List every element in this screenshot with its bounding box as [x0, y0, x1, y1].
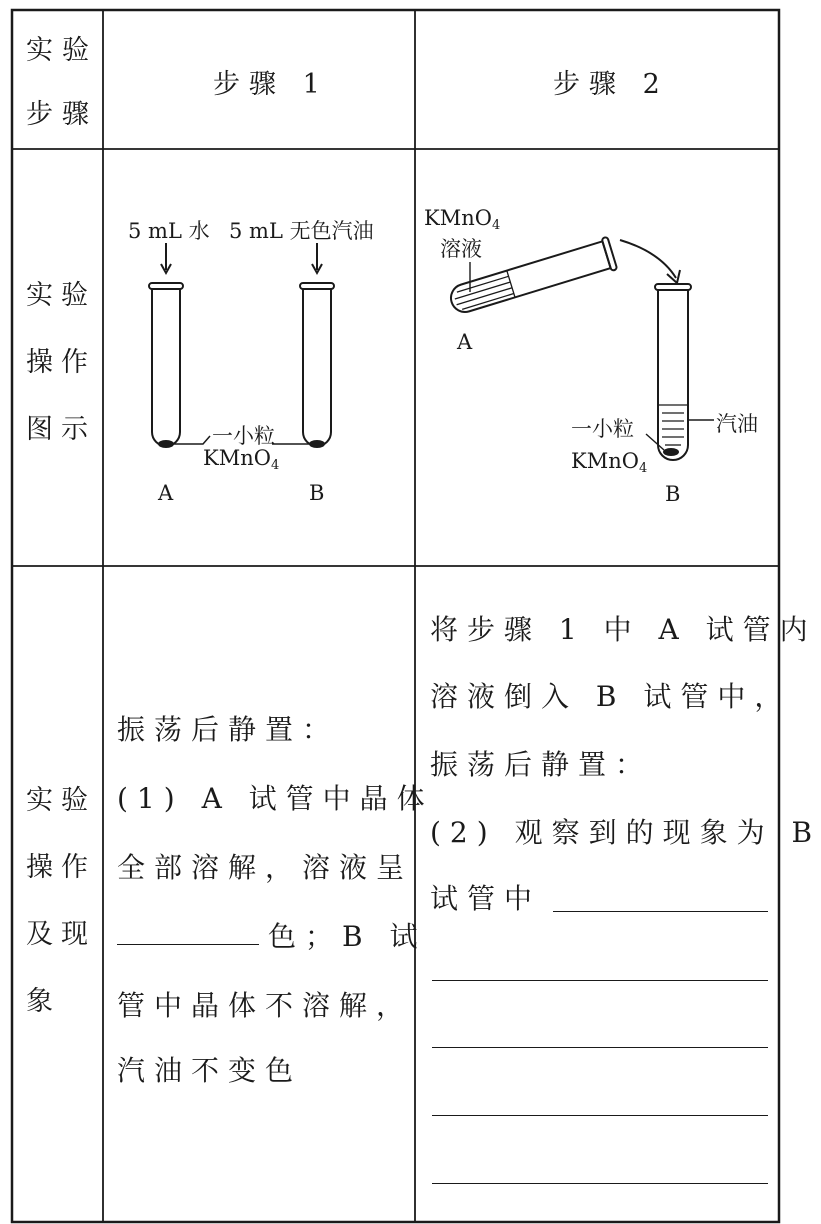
- tube2-b-rim: [655, 284, 691, 290]
- step1-crystal-label-1: 一小粒: [212, 424, 275, 448]
- step2-crystal-leader: [646, 434, 664, 450]
- header-step-2: 步骤 2: [553, 69, 669, 100]
- step2-text-line-1: 将步骤 1 中 A 试管内: [430, 613, 817, 646]
- solution-label-1: KMnO$_4$: [424, 206, 501, 233]
- step1-text-line-4: 色；B 试: [268, 920, 427, 953]
- gasoline-label: 汽油: [716, 412, 758, 436]
- step2-text-line-3: 振荡后静置：: [430, 748, 653, 781]
- step1-crystal-label-2: KMnO$_4$: [203, 446, 280, 473]
- step2-tube-b-letter: B: [665, 482, 681, 506]
- diagram-label-line-1: 实验: [26, 280, 96, 311]
- tube-b-reagent-label: 5 mL 无色汽油: [229, 219, 374, 243]
- diagram-label-line-3: 图示: [26, 414, 96, 445]
- answer-line[interactable]: [432, 1115, 768, 1116]
- phenomena-label-line-2: 操作: [26, 852, 96, 883]
- phenomena-label-line-1: 实验: [26, 785, 96, 816]
- step2-tube-a-letter: A: [457, 330, 473, 354]
- crystal-in-tube2-b: [663, 448, 679, 456]
- color-answer-blank[interactable]: [117, 944, 259, 945]
- answer-line[interactable]: [432, 980, 768, 981]
- tube2-b-body: [658, 290, 688, 460]
- step2-crystal-label-1: 一小粒: [571, 417, 634, 441]
- header-label-line-1: 实验: [26, 35, 98, 66]
- phenomena-label-line-4: 象: [26, 986, 61, 1017]
- step2-text-line-2: 溶液倒入 B 试管中，: [430, 680, 792, 713]
- solution-label-2: 溶液: [440, 237, 482, 261]
- phenomena-label-line-3: 及现: [26, 919, 96, 950]
- gasoline-lines: [658, 405, 688, 445]
- header-step-1: 步骤 1: [213, 69, 329, 100]
- pour-arrow: [620, 240, 676, 278]
- step1-text-line-6: 汽油不变色: [117, 1054, 303, 1087]
- step2-crystal-label-2: KMnO$_4$: [571, 449, 648, 476]
- step2-text-line-4: (2) 观察到的现象为 B: [430, 816, 821, 849]
- pour-arrow-head: [667, 270, 680, 283]
- answer-line[interactable]: [432, 1183, 768, 1184]
- tube-a-reagent-label: 5 mL 水: [128, 219, 210, 243]
- step1-tube-a-letter: A: [158, 481, 174, 505]
- diagram-label-line-2: 操作: [26, 347, 96, 378]
- step1-text-line-3: 全部溶解，溶液呈: [117, 851, 414, 884]
- answer-line[interactable]: [432, 1047, 768, 1048]
- step1-text-line-2: (1) A 试管中晶体: [117, 782, 434, 815]
- step1-tube-b-letter: B: [309, 481, 325, 505]
- step1-text-line-5: 管中晶体不溶解，: [117, 989, 414, 1022]
- step2-text-line-5: 试管中: [430, 882, 542, 915]
- header-label-line-2: 步骤: [26, 99, 98, 130]
- step1-text-line-1: 振荡后静置：: [117, 713, 340, 746]
- answer-line[interactable]: [553, 911, 768, 912]
